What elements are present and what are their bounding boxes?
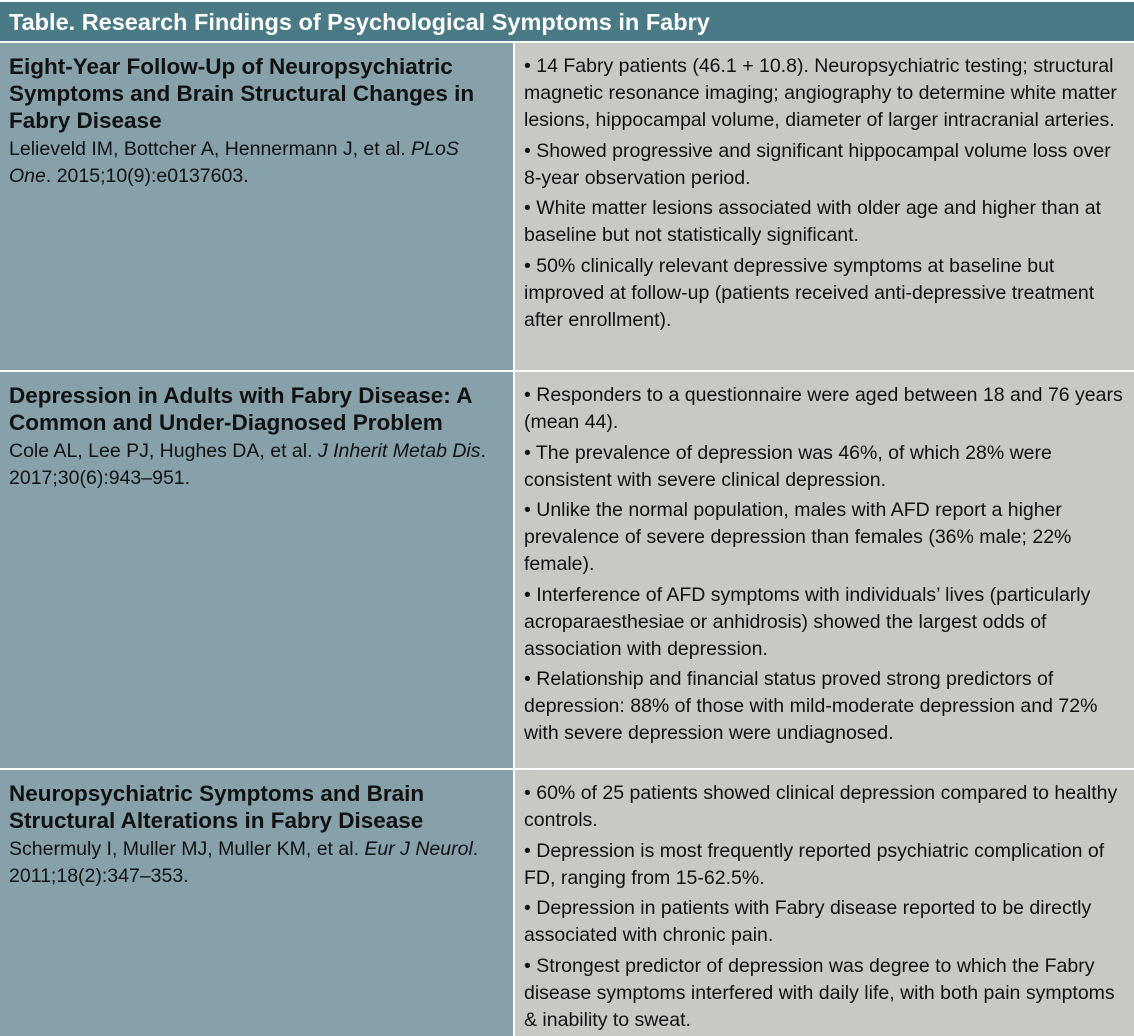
finding: • Showed progressive and significant hippocampal volume loss over 8-year observation period. bbox=[524, 139, 1111, 189]
table-row bbox=[0, 768, 1134, 1036]
finding: • Unlike the normal population, males with AFD report a higher prevalence of severe depression than females (36% male; 22% female). bbox=[524, 499, 1072, 575]
journal: PLoS One bbox=[9, 138, 459, 187]
finding: • Relationship and financial status proved strong predictors of depression: 88% of those with mild-moderate depression and 72% with severe depression were undiagnosed. bbox=[524, 668, 1098, 744]
authors: Lelieveld IM, Bottcher A, Hennermann J, et al. bbox=[9, 138, 406, 160]
findings-cell bbox=[515, 372, 1134, 770]
finding: • Depression is most frequently reported psychiatric complication of FD, ranging from 15-62.5%. bbox=[524, 839, 1105, 889]
study-citation bbox=[9, 836, 503, 890]
reference: . 2017;30(6):943–951. bbox=[9, 440, 486, 489]
journal: J Inherit Metab Dis bbox=[317, 440, 481, 462]
finding: • 50% clinically relevant depressive symptoms at baseline but improved at follow-up (patients received anti-depressive treatment after enrollment). bbox=[524, 254, 1095, 331]
finding: • Strongest predictor of depression was degree to which the Fabry disease symptoms interfered with daily life, with both pain symptoms & inability to sweat. bbox=[524, 954, 1115, 1031]
reference: . 2015;10(9):e0137603. bbox=[45, 165, 249, 187]
authors: Cole AL, Lee PJ, Hughes DA, et al. bbox=[9, 440, 313, 462]
finding: • The prevalence of depression was 46%, of which 28% were consistent with severe clinical depression. bbox=[524, 441, 1052, 491]
finding: • 60% of 25 patients showed clinical depression compared to healthy controls. bbox=[524, 782, 1118, 831]
table-row bbox=[0, 370, 1134, 770]
journal: Eur J Neurol bbox=[364, 838, 473, 860]
study-title: Depression in Adults with Fabry Disease: A Common and Under-Diagnosed Problem bbox=[9, 383, 472, 435]
study-citation bbox=[9, 438, 503, 492]
finding: • Interference of AFD symptoms with individuals’ lives (particularly acroparaesthesiae or anhidrosis) showed the largest odds of association with depression. bbox=[524, 583, 1091, 660]
reference: . 2011;18(2):347–353. bbox=[9, 838, 479, 887]
table-title: Table. Research Findings of Psychological Symptoms in Fabry bbox=[0, 0, 1134, 41]
study-cell bbox=[0, 372, 515, 770]
table-row bbox=[0, 41, 1134, 372]
findings-cell bbox=[515, 770, 1134, 1036]
study-title: Neuropsychiatric Symptoms and Brain Structural Alterations in Fabry Disease bbox=[9, 781, 425, 833]
study-cell bbox=[0, 43, 515, 372]
finding: • 14 Fabry patients (46.1 + 10.8). Neuropsychiatric testing; structural magnetic resonance imaging; angiography to determine white matter lesions, hippocampal volume, diameter of larger intracranial arteries. bbox=[524, 55, 1117, 131]
study-cell bbox=[0, 770, 515, 1036]
findings-cell bbox=[515, 43, 1134, 372]
study-citation bbox=[9, 136, 503, 190]
study-title: Eight-Year Follow-Up of Neuropsychiatric Symptoms and Brain Structural Changes in Fabry Disease bbox=[9, 54, 475, 133]
finding: • White matter lesions associated with older age and higher than at baseline but not statistically significant. bbox=[524, 197, 1101, 246]
finding: • Depression in patients with Fabry disease reported to be directly associated with chronic pain. bbox=[524, 897, 1092, 946]
authors: Schermuly I, Muller MJ, Muller KM, et al. bbox=[9, 838, 359, 860]
finding: • Responders to a questionnaire were aged between 18 and 76 years (mean 44). bbox=[524, 384, 1123, 433]
